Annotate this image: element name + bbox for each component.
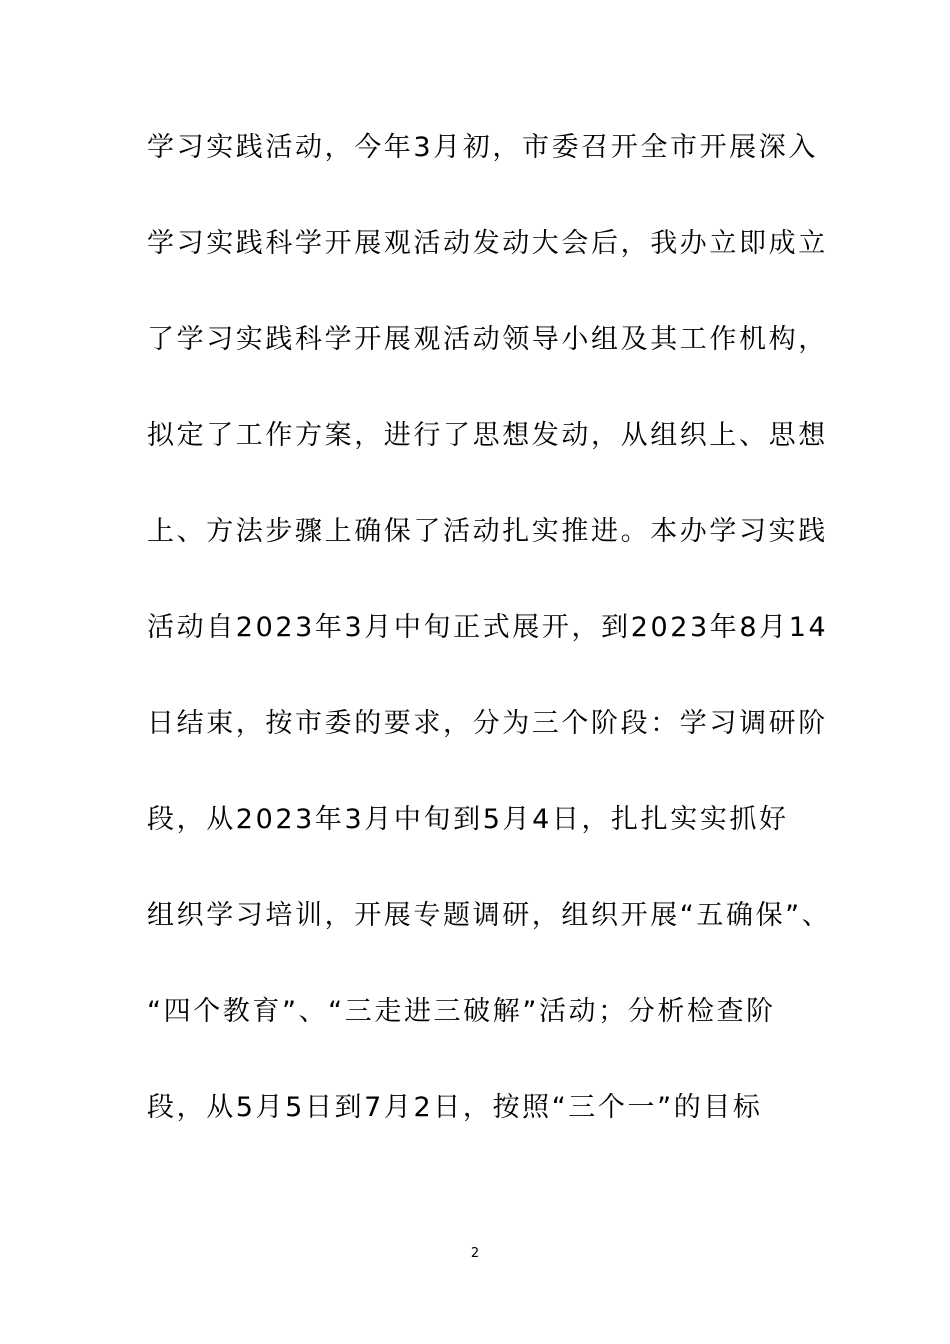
- text-line: 学习实践科学开展观活动发动大会后，我办立即成立: [147, 228, 828, 259]
- text-line: 活动自2023年3月中旬正式展开，到2023年8月14: [147, 612, 829, 643]
- text-line: “四个教育”、“三走进三破解”活动；分析检查阶: [147, 996, 776, 1027]
- text-line: 日结束，按市委的要求，分为三个阶段：学习调研阶: [147, 708, 828, 739]
- text-line: 拟定了工作方案，进行了思想发动，从组织上、思想: [147, 420, 828, 451]
- text-line: 了学习实践科学开展观活动领导小组及其工作机构，: [147, 324, 828, 355]
- text-line: 组织学习培训，开展专题调研，组织开展“五确保”、: [147, 900, 832, 931]
- text-line: 段，从5月5日到7月2日，按照“三个一”的目标: [147, 1092, 763, 1123]
- text-line: 上、方法步骤上确保了活动扎实推进。本办学习实践: [147, 516, 828, 547]
- page-number: 2: [470, 1246, 480, 1261]
- text-line: 段，从2023年3月中旬到5月4日，扎扎实实抓好: [147, 804, 789, 835]
- text-line: 学习实践活动，今年3月初，市委召开全市开展深入: [147, 132, 818, 163]
